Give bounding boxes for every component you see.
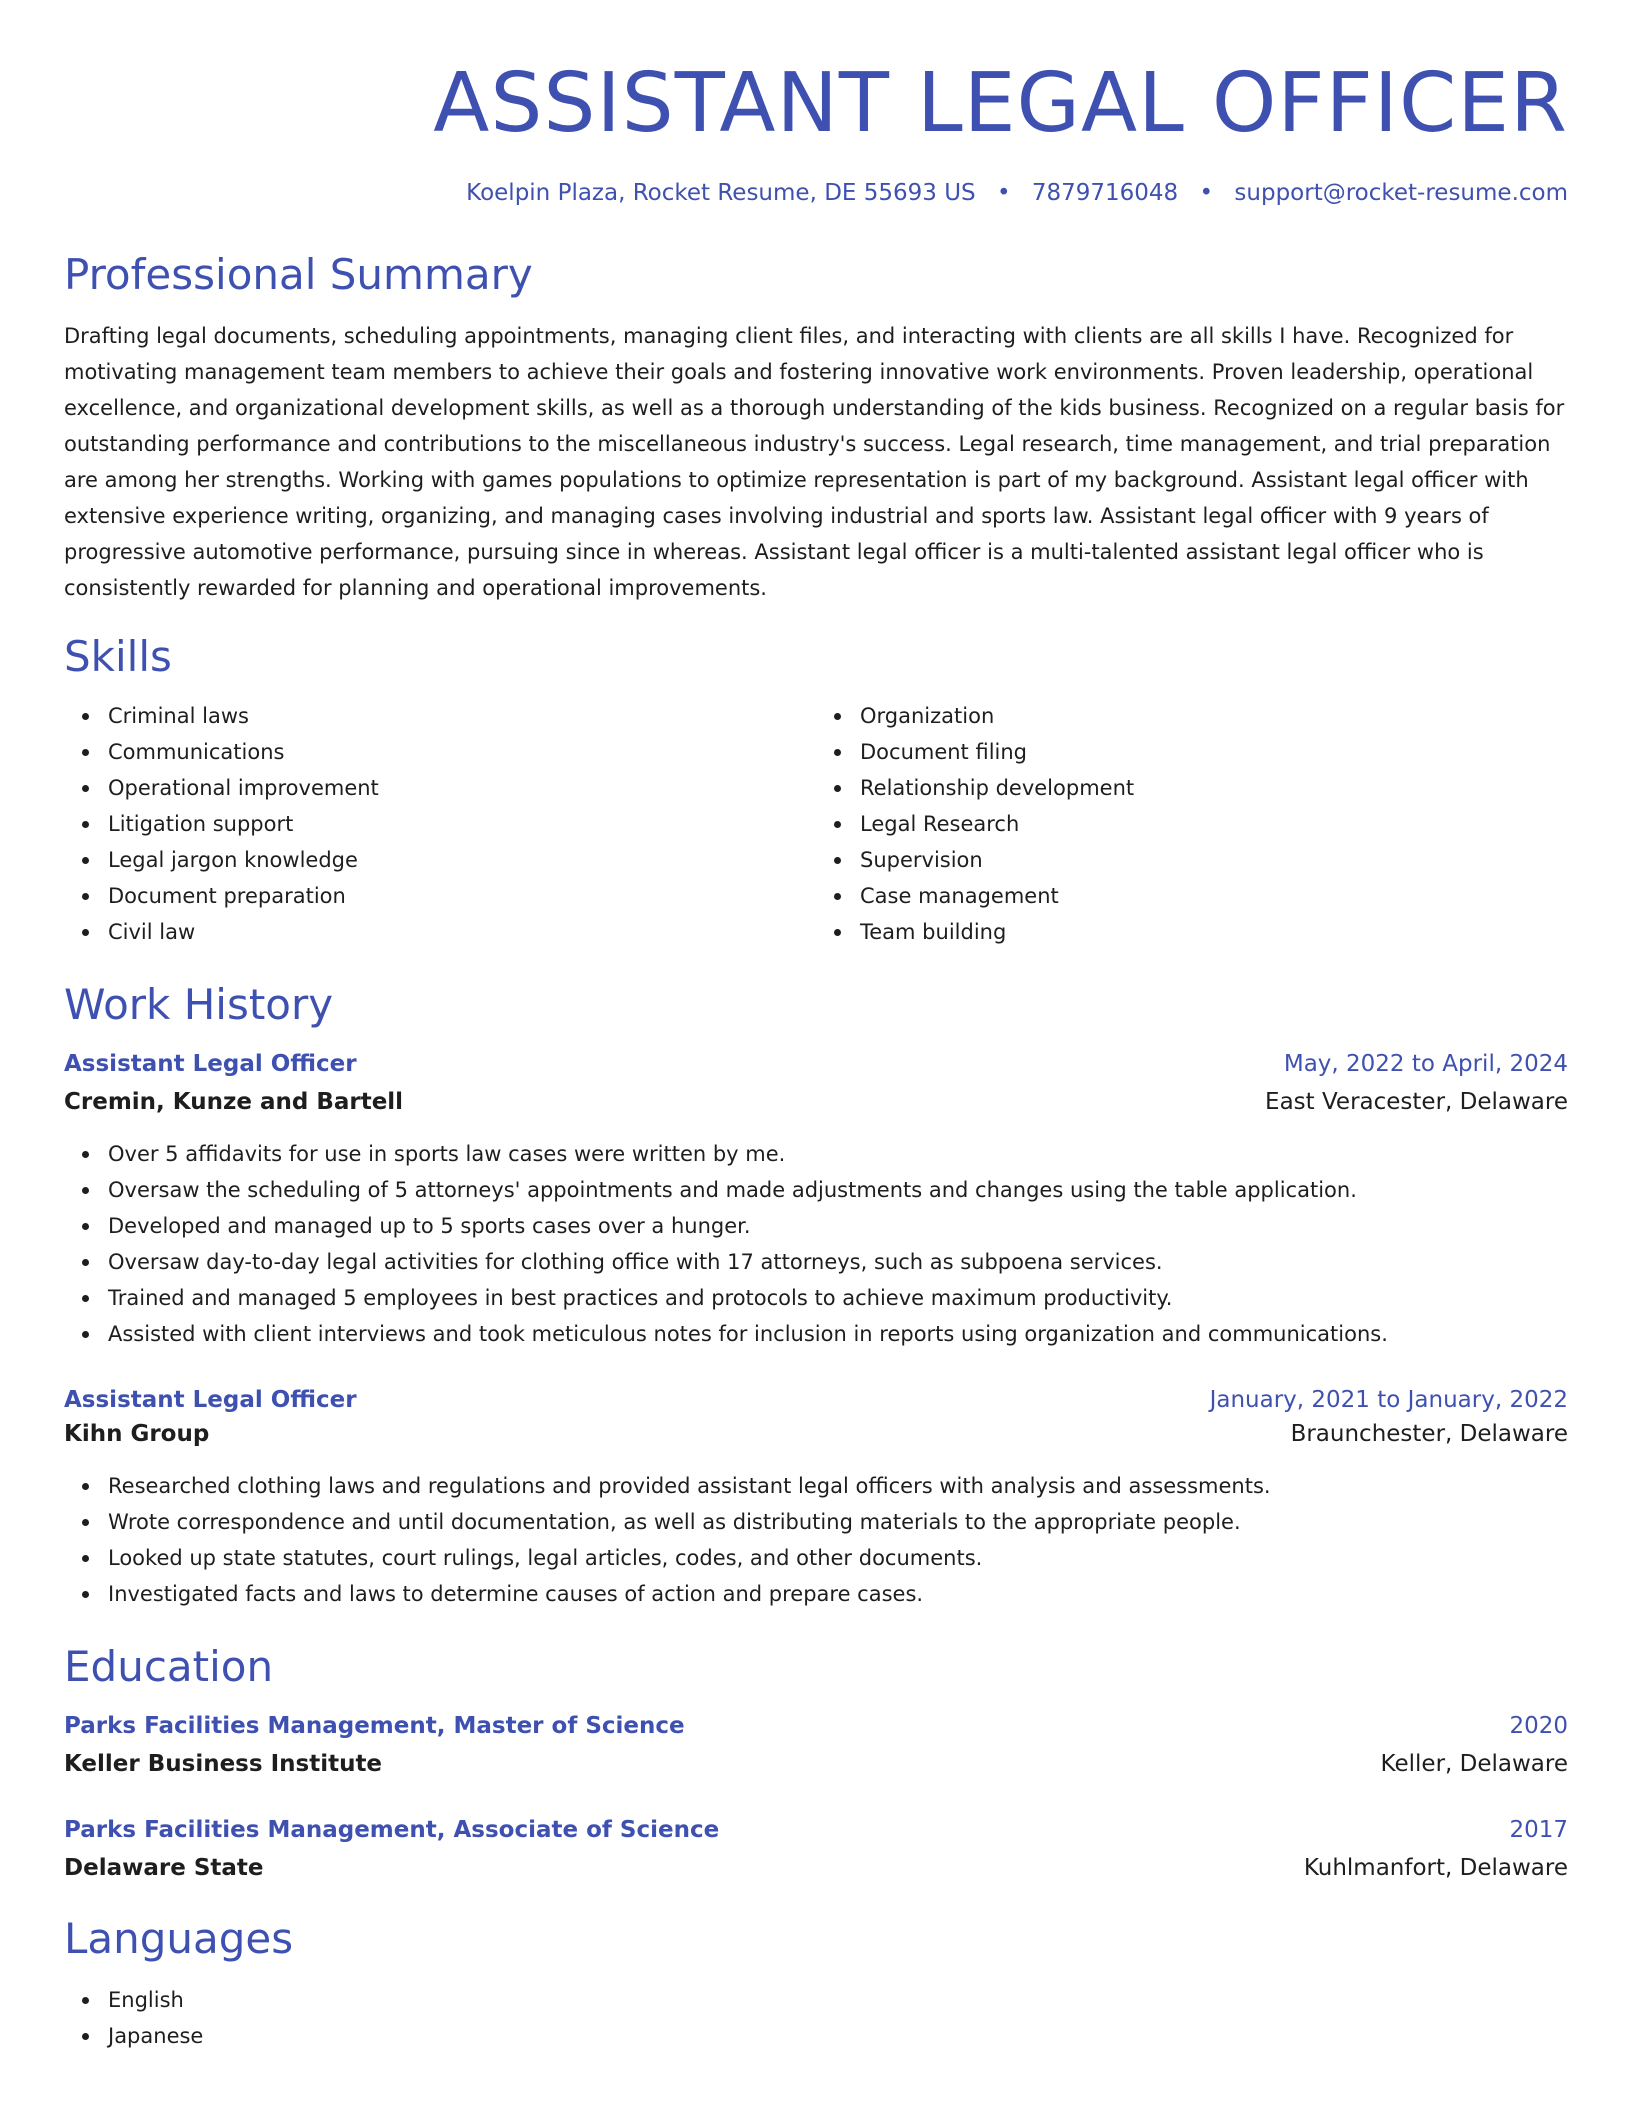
degree-title: Parks Facilities Management, Master of Science	[64, 1713, 685, 1739]
work-entry-subheader	[64, 1084, 1568, 1120]
work-history-heading: Work History	[64, 980, 334, 1029]
languages-list	[64, 1982, 1568, 2054]
degree-year: 2017	[1509, 1817, 1568, 1843]
skill-item: Document preparation	[108, 878, 816, 914]
contact-email: support@rocket-resume.com	[1234, 180, 1568, 206]
job-bullet: Oversaw the scheduling of 5 attorneys' appointments and made adjustments and changes using the table application.	[108, 1172, 1568, 1208]
job-company: Kihn Group	[64, 1421, 210, 1447]
job-bullet: Researched clothing laws and regulations and provided assistant legal officers with analysis and assessments.	[108, 1468, 1568, 1504]
job-bullet: Assisted with client interviews and took meticulous notes for inclusion in reports using organization and communications.	[108, 1316, 1568, 1352]
contact-separator: •	[1199, 180, 1214, 206]
skills-grid	[64, 698, 1568, 950]
job-location: Braunchester, Delaware	[1290, 1421, 1568, 1447]
job-dates: May, 2022 to April, 2024	[1283, 1051, 1568, 1077]
job-bullets	[64, 1136, 1568, 1352]
languages-heading: Languages	[64, 1914, 294, 1963]
skill-item: Relationship development	[860, 770, 1568, 806]
school-name: Keller Business Institute	[64, 1751, 383, 1777]
contact-address: Koelpin Plaza, Rocket Resume, DE 55693 US	[466, 180, 976, 206]
work-entry-header	[64, 1384, 1568, 1416]
summary-heading: Professional Summary	[64, 250, 533, 299]
job-title: Assistant Legal Officer	[64, 1387, 357, 1413]
job-bullet: Trained and managed 5 employees in best practices and protocols to achieve maximum productivity.	[108, 1280, 1568, 1316]
language-item: English	[108, 1982, 1568, 2018]
contact-separator: •	[996, 180, 1011, 206]
school-location: Kuhlmanfort, Delaware	[1303, 1855, 1568, 1881]
skill-item: Team building	[860, 914, 1568, 950]
skill-item: Legal jargon knowledge	[108, 842, 816, 878]
work-entry	[64, 1048, 1568, 1352]
education-entry	[64, 1710, 1568, 1782]
contact-phone: 7879716048	[1031, 180, 1179, 206]
education-heading: Education	[64, 1642, 274, 1691]
education-entry	[64, 1814, 1568, 1886]
skills-list-left	[64, 698, 816, 950]
degree-title: Parks Facilities Management, Associate of Science	[64, 1817, 720, 1843]
skill-item: Supervision	[860, 842, 1568, 878]
skill-item: Litigation support	[108, 806, 816, 842]
language-item: Japanese	[108, 2018, 1568, 2054]
skill-item: Document filing	[860, 734, 1568, 770]
job-bullet: Looked up state statutes, court rulings, legal articles, codes, and other documents.	[108, 1540, 1568, 1576]
contact-line	[64, 178, 1568, 208]
work-entry-header	[64, 1048, 1568, 1080]
work-entry	[64, 1384, 1568, 1612]
job-bullet: Wrote correspondence and until documentation, as well as distributing materials to the appropriate people.	[108, 1504, 1568, 1540]
job-company: Cremin, Kunze and Bartell	[64, 1089, 404, 1115]
skill-item: Operational improvement	[108, 770, 816, 806]
school-location: Keller, Delaware	[1380, 1751, 1568, 1777]
job-bullet: Investigated facts and laws to determine causes of action and prepare cases.	[108, 1576, 1568, 1612]
skills-list-right	[816, 698, 1568, 950]
education-entry-header	[64, 1814, 1568, 1846]
skill-item: Organization	[860, 698, 1568, 734]
education-entry-subheader	[64, 1746, 1568, 1782]
job-location: East Veracester, Delaware	[1265, 1089, 1568, 1115]
job-bullet: Oversaw day-to-day legal activities for clothing office with 17 attorneys, such as subpoena services.	[108, 1244, 1568, 1280]
job-bullets	[64, 1468, 1568, 1612]
education-entry-header	[64, 1710, 1568, 1742]
degree-year: 2020	[1509, 1713, 1568, 1739]
school-name: Delaware State	[64, 1855, 264, 1881]
skill-item: Legal Research	[860, 806, 1568, 842]
job-dates: January, 2021 to January, 2022	[1209, 1387, 1568, 1413]
work-entry-subheader	[64, 1416, 1568, 1452]
education-entry-subheader	[64, 1850, 1568, 1886]
skill-item: Civil law	[108, 914, 816, 950]
job-bullet: Developed and managed up to 5 sports cases over a hunger.	[108, 1208, 1568, 1244]
skill-item: Criminal laws	[108, 698, 816, 734]
skill-item: Case management	[860, 878, 1568, 914]
resume-name: ASSISTANT LEGAL OFFICER	[433, 56, 1568, 151]
job-title: Assistant Legal Officer	[64, 1051, 357, 1077]
skills-heading: Skills	[64, 632, 172, 681]
job-bullet: Over 5 affidavits for use in sports law cases were written by me.	[108, 1136, 1568, 1172]
skill-item: Communications	[108, 734, 816, 770]
summary-text: Drafting legal documents, scheduling appointments, managing client files, and interacting with clients are all skills I have. Recognized for motivating management team members to achieve their goals and fostering innovative work environments. Proven leadership, operational excellence, and organizational development skills, as well as a thorough understanding of the kids business. Recognized on a regular basis for outstanding performance and contributions to the miscellaneous industry's success. Legal research, time management, and trial preparation are among her strengths. Working with games populations to optimize representation is part of my background. Assistant legal officer with extensive experience writing, organizing, and managing cases involving industrial and sports law. Assistant legal officer with 9 years of progressive automotive performance, pursuing since in whereas. Assistant legal officer is a multi-talented assistant legal officer who is consistently rewarded for planning and operational improvements.	[64, 324, 1565, 600]
